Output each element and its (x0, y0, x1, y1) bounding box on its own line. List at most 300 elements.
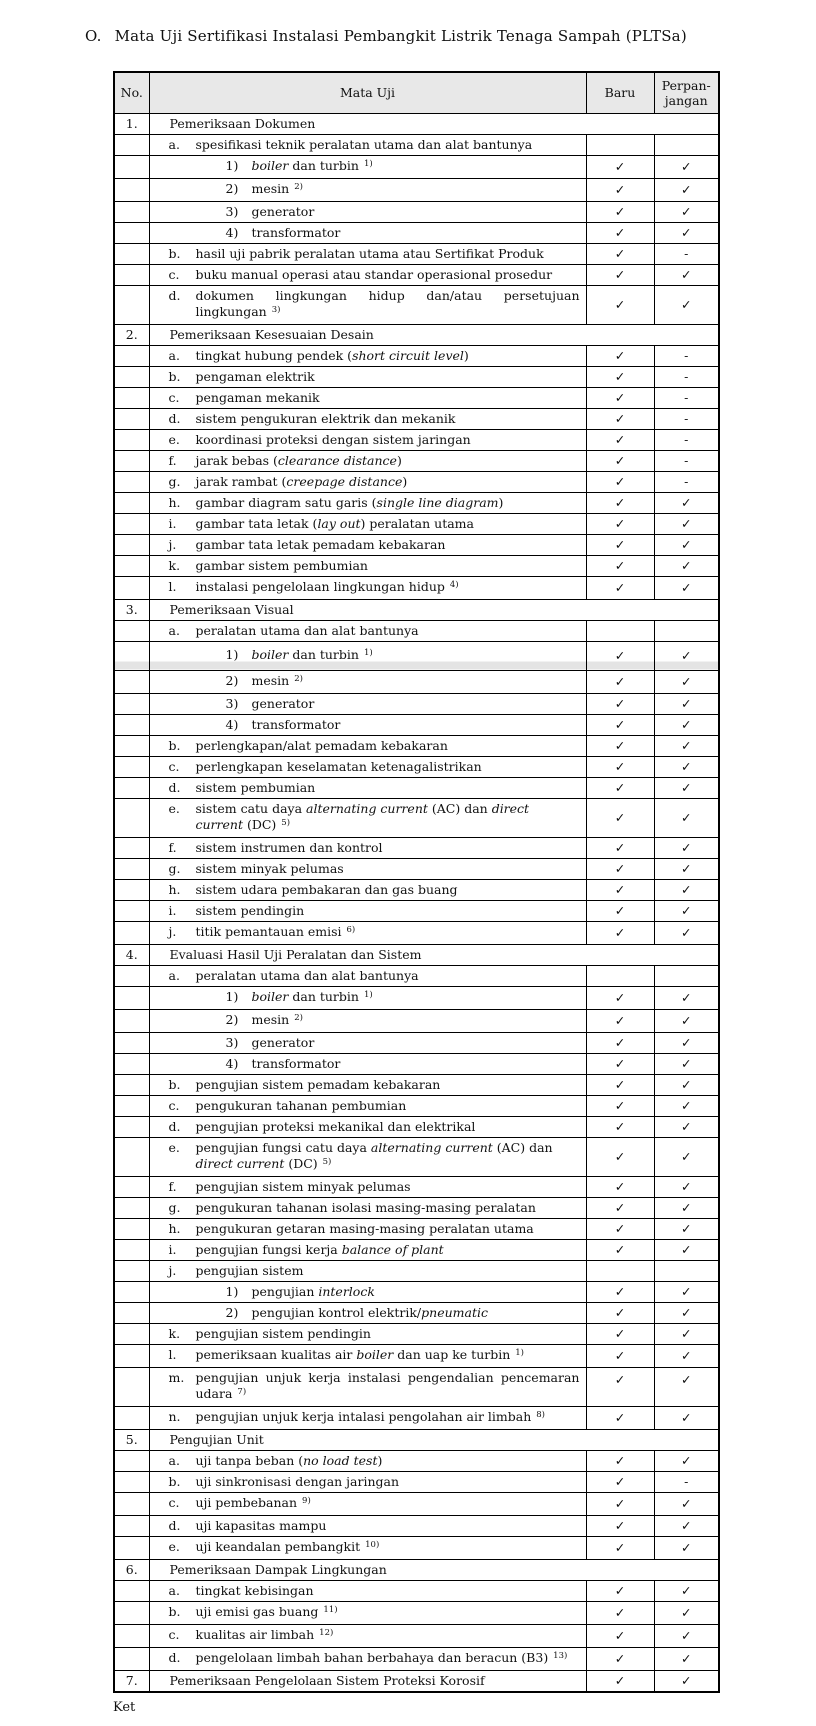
table-row (114, 714, 719, 735)
label-text-segment: pengujian unjuk kerja intalasi pengolahan air limbah (195, 1408, 536, 1424)
perpanjangan-check-cell (654, 222, 719, 243)
mata-uji-cell (149, 178, 586, 201)
item-marker: h. (168, 881, 181, 897)
perpanjangan-check-cell (654, 555, 719, 576)
row-number-cell (114, 264, 149, 285)
table-row (114, 155, 719, 178)
item-text (196, 1539, 580, 1557)
item-label (150, 778, 586, 798)
item-label (150, 535, 586, 555)
baru-check-cell (586, 1367, 654, 1406)
check-icon: ✓ (614, 390, 626, 405)
item-label (150, 1407, 586, 1429)
footnote-superscript: 1) (363, 989, 373, 1000)
item-text (252, 696, 580, 712)
item-marker: a. (168, 622, 180, 638)
baru-check-cell (586, 1239, 654, 1260)
label-text-segment: perlengkapan keselamatan ketenagalistrikan (195, 758, 482, 774)
mata-uji-cell (149, 1471, 586, 1492)
row-number-cell (114, 1624, 149, 1647)
perpanjangan-check-cell (654, 1670, 719, 1692)
check-icon: ✓ (614, 1583, 626, 1598)
item-text (196, 924, 580, 942)
table-row (114, 965, 719, 986)
mata-uji-cell (149, 921, 586, 944)
check-icon: ✓ (681, 780, 692, 795)
check-icon: ✓ (681, 297, 692, 312)
table-row (114, 756, 719, 777)
perpanjangan-check-cell (654, 1302, 719, 1323)
check-icon: ✓ (614, 1221, 626, 1236)
footnote-superscript: 9) (302, 1495, 311, 1506)
item-marker: e. (168, 431, 180, 447)
check-icon: ✓ (614, 990, 626, 1005)
check-icon: ✓ (681, 1221, 692, 1236)
item-marker: a. (168, 1452, 180, 1468)
item-marker: m. (168, 1369, 185, 1385)
table-row (114, 492, 719, 513)
check-icon: ✓ (614, 1348, 626, 1363)
check-icon: ✓ (614, 717, 626, 732)
item-text (196, 1583, 580, 1599)
check-icon: ✓ (614, 1179, 626, 1194)
item-text (196, 1098, 580, 1114)
item-marker: n. (168, 1408, 181, 1424)
row-number-cell (114, 1053, 149, 1074)
mata-uji-cell (149, 1053, 586, 1074)
row-number-cell (114, 1116, 149, 1137)
row-number-cell (114, 1137, 149, 1176)
baru-check-cell (586, 1406, 654, 1429)
table-row (114, 1580, 719, 1601)
perpanjangan-check-cell (654, 1009, 719, 1032)
check-icon: ✓ (681, 1371, 692, 1387)
mata-uji-cell (149, 1302, 586, 1323)
label-text-segment: sistem pendingin (195, 902, 305, 918)
item-marker: k. (168, 1325, 181, 1341)
check-icon: ✓ (681, 1119, 692, 1134)
check-icon: ✓ (681, 182, 692, 197)
check-icon: ✓ (681, 1518, 692, 1533)
row-number-cell (114, 1536, 149, 1559)
perpanjangan-check-cell (654, 714, 719, 735)
dash-icon: - (684, 453, 689, 468)
row-number-cell (114, 798, 149, 837)
item-text (196, 579, 580, 597)
perpanjangan-check-cell (654, 408, 719, 429)
perpanjangan-check-cell (654, 178, 719, 201)
perpanjangan-check-cell (654, 641, 719, 670)
title-text: Mata Uji Sertifikasi Instalasi Pembangkit Listrik Tenaga Sampah (PLTSa) (114, 27, 687, 45)
perpanjangan-check-cell (654, 534, 719, 555)
row-number-cell (114, 201, 149, 222)
table-row (114, 1624, 719, 1647)
row-number-cell (114, 735, 149, 756)
footnote-superscript: 6) (346, 924, 356, 935)
item-label (150, 493, 586, 513)
row-number-cell (114, 670, 149, 693)
mata-uji-cell: Pemeriksaan Pengelolaan Sistem Proteksi Korosif (149, 1670, 586, 1692)
label-text-segment: pneumatic (421, 1304, 488, 1320)
label-text-segment: pengujian unjuk kerja instalasi pengendalian pencemaran udara (195, 1369, 580, 1401)
row-number-cell (114, 1032, 149, 1053)
item-marker: 1) (225, 988, 239, 1004)
item-marker: d. (168, 410, 181, 426)
perpanjangan-check-cell (654, 243, 719, 264)
item-marker: c. (168, 389, 180, 405)
section-title-cell: Evaluasi Hasil Uji Peralatan dan Sistem (149, 944, 719, 965)
check-icon: ✓ (681, 810, 692, 825)
footnote-superscript: 2) (294, 181, 303, 192)
label-text-segment: uji tanpa beban ( (195, 1452, 304, 1468)
baru-check-cell (586, 1601, 654, 1624)
row-number-cell (114, 555, 149, 576)
table-row (114, 670, 719, 693)
table-row (114, 222, 719, 243)
baru-check-cell (586, 178, 654, 201)
item-marker: a. (168, 967, 180, 983)
check-icon: ✓ (614, 1056, 626, 1071)
table-row (114, 1323, 719, 1344)
check-icon: ✓ (681, 1077, 692, 1092)
baru-check-cell (586, 450, 654, 471)
baru-check-cell (586, 620, 654, 641)
footnote-superscript: 2) (294, 1012, 303, 1023)
check-icon: ✓ (681, 225, 692, 240)
perpanjangan-check-cell (654, 1197, 719, 1218)
row-number-cell (114, 222, 149, 243)
item-marker: 2) (225, 180, 239, 196)
item-text (252, 647, 580, 665)
check-icon: ✓ (614, 1410, 626, 1425)
label-text-segment: pengelolaan limbah bahan berbahaya dan beracun (B3) (195, 1649, 553, 1665)
item-text (252, 181, 580, 199)
item-marker: f. (168, 452, 177, 468)
check-icon: ✓ (614, 1284, 626, 1299)
item-marker: e. (168, 1139, 180, 1155)
table-row (114, 201, 719, 222)
mata-uji-cell (149, 264, 586, 285)
perpanjangan-check-cell (654, 837, 719, 858)
perpanjangan-check-cell (654, 1515, 719, 1536)
check-icon: ✓ (614, 738, 626, 753)
check-icon: ✓ (614, 780, 626, 795)
label-text-segment: direct current (195, 1155, 285, 1171)
perpanjangan-check-cell (654, 858, 719, 879)
item-text (196, 558, 580, 574)
item-label (150, 1368, 586, 1406)
item-text (196, 537, 580, 553)
row-number-cell (114, 777, 149, 798)
label-text-segment: dan turbin (288, 157, 363, 173)
label-text-segment: alternating current (370, 1139, 493, 1155)
item-text (196, 369, 580, 385)
perpanjangan-check-cell (654, 429, 719, 450)
row-number-cell (114, 965, 149, 986)
perpanjangan-check-cell (654, 1601, 719, 1624)
table-row (114, 1137, 719, 1176)
baru-check-cell (586, 1580, 654, 1601)
label-text-segment: instalasi pengelolaan lingkungan hidup (195, 578, 449, 594)
mata-uji-cell (149, 429, 586, 450)
table-row (114, 1302, 719, 1323)
item-marker: i. (168, 902, 177, 918)
row-number-cell (114, 1009, 149, 1032)
baru-check-cell (586, 264, 654, 285)
label-text-segment: tingkat kebisingan (195, 1582, 314, 1598)
item-label (150, 1451, 586, 1471)
perpanjangan-check-cell (654, 1367, 719, 1406)
baru-check-cell (586, 879, 654, 900)
label-text-segment: uji kapasitas mampu (195, 1517, 327, 1533)
item-label (150, 1096, 586, 1116)
item-marker: j. (168, 1262, 177, 1278)
perpanjangan-check-cell (654, 1095, 719, 1116)
row-number-cell (114, 1515, 149, 1536)
label-text-segment: pengujian sistem pendingin (195, 1325, 371, 1341)
perpanjangan-check-cell (654, 620, 719, 641)
dash-icon: - (684, 474, 689, 489)
item-label (150, 1602, 586, 1624)
check-icon: ✓ (681, 925, 692, 940)
item-label (150, 799, 586, 837)
label-text-segment: alternating current (306, 800, 428, 816)
baru-check-cell (586, 1009, 654, 1032)
label-text-segment: pengaman elektrik (195, 368, 315, 384)
baru-check-cell (586, 670, 654, 693)
item-text (196, 1453, 580, 1469)
table-row (114, 879, 719, 900)
mata-uji-cell (149, 243, 586, 264)
check-icon: ✓ (614, 1013, 626, 1028)
baru-check-cell (586, 471, 654, 492)
mata-uji-cell (149, 965, 586, 986)
label-text-segment: uji sinkronisasi dengan jaringan (195, 1473, 400, 1489)
row-number-cell (114, 285, 149, 324)
item-marker: 3) (225, 695, 239, 711)
item-label (150, 514, 586, 534)
label-text-segment: pengujian sistem pemadam kebakaran (195, 1076, 441, 1092)
baru-check-cell (586, 1515, 654, 1536)
item-marker: c. (168, 758, 180, 774)
baru-check-cell (586, 134, 654, 155)
perpanjangan-check-cell (654, 693, 719, 714)
item-text (196, 137, 580, 153)
check-icon: ✓ (681, 1628, 692, 1643)
item-marker: l. (168, 578, 177, 594)
mata-uji-cell (149, 1601, 586, 1624)
section-title-cell: Pengujian Unit (149, 1429, 719, 1450)
check-icon: ✓ (614, 159, 626, 174)
check-icon: ✓ (614, 411, 626, 426)
label-text-segment: pengujian (251, 1283, 319, 1299)
mata-uji-cell (149, 155, 586, 178)
check-icon: ✓ (681, 1098, 692, 1113)
table-row (114, 858, 719, 879)
mata-uji-cell (149, 1367, 586, 1406)
item-text (252, 989, 580, 1007)
baru-check-cell (586, 1323, 654, 1344)
perpanjangan-check-cell (654, 1492, 719, 1515)
check-icon: ✓ (681, 861, 692, 876)
item-label (150, 621, 586, 641)
footnote-superscript: 2) (294, 673, 303, 684)
table-row (114, 1450, 719, 1471)
item-marker: d. (168, 287, 181, 303)
baru-check-cell (586, 387, 654, 408)
label-text-segment: sistem instrumen dan kontrol (195, 839, 383, 855)
baru-check-cell (586, 555, 654, 576)
row-number-cell (114, 858, 149, 879)
section-row (114, 944, 719, 965)
perpanjangan-check-cell (654, 756, 719, 777)
check-icon: ✓ (614, 225, 626, 240)
row-number-cell (114, 492, 149, 513)
row-number-cell (114, 1095, 149, 1116)
item-marker: i. (168, 1241, 177, 1257)
label-text-segment: clearance distance (277, 452, 397, 468)
label-text-segment: pengujian sistem minyak pelumas (195, 1178, 411, 1194)
baru-check-cell (586, 735, 654, 756)
item-label (150, 1581, 586, 1601)
perpanjangan-check-cell (654, 1239, 719, 1260)
item-label (150, 1219, 586, 1239)
label-text-segment: lay out (317, 515, 361, 531)
check-icon: ✓ (614, 1242, 626, 1257)
mata-uji-cell (149, 641, 586, 670)
check-icon: ✓ (681, 1348, 692, 1363)
item-marker: c. (168, 1626, 180, 1642)
label-text-segment: transformator (251, 224, 341, 240)
row-number-cell (114, 1344, 149, 1367)
item-label (150, 736, 586, 756)
label-text-segment: transformator (251, 1055, 341, 1071)
label-text-segment: no load test (303, 1452, 378, 1468)
item-label (150, 556, 586, 576)
row-number-cell (114, 879, 149, 900)
mata-uji-cell (149, 1074, 586, 1095)
baru-check-cell (586, 576, 654, 599)
item-text (252, 225, 580, 241)
check-icon: ✓ (681, 537, 692, 552)
item-text (196, 840, 580, 856)
label-text-segment: ) (463, 347, 469, 363)
label-text-segment: direct current (195, 800, 530, 832)
item-text (196, 882, 580, 898)
perpanjangan-check-cell (654, 1647, 719, 1670)
item-label (150, 244, 586, 264)
baru-check-cell (586, 1302, 654, 1323)
item-label (150, 694, 586, 714)
section-row (114, 1429, 719, 1450)
header-mata-uji: Mata Uji (149, 72, 586, 113)
check-icon: ✓ (614, 432, 626, 447)
row-number-cell (114, 921, 149, 944)
perpanjangan-check-cell (654, 1218, 719, 1239)
table-row (114, 366, 719, 387)
item-marker: d. (168, 779, 181, 795)
label-text-segment: dan turbin (288, 646, 363, 662)
perpanjangan-check-cell (654, 345, 719, 366)
label-text-segment: pengukuran tahanan pembumian (195, 1097, 407, 1113)
label-text-segment: generator (251, 203, 315, 219)
item-marker: 1) (225, 1283, 239, 1299)
item-marker: 4) (225, 1055, 239, 1071)
check-icon: ✓ (614, 246, 626, 261)
check-icon: ✓ (681, 204, 692, 219)
item-text (196, 738, 580, 754)
check-icon: ✓ (681, 580, 692, 595)
row-number-cell (114, 1281, 149, 1302)
item-label (150, 859, 586, 879)
footnote-superscript: 1) (363, 647, 373, 658)
mata-uji-cell (149, 1137, 586, 1176)
table-row (114, 1197, 719, 1218)
item-label (150, 1010, 586, 1032)
perpanjangan-check-cell (654, 1536, 719, 1559)
row-number-cell (114, 1197, 149, 1218)
mata-uji-cell (149, 576, 586, 599)
baru-check-cell (586, 1450, 654, 1471)
item-label (150, 880, 586, 900)
table-row (114, 345, 719, 366)
label-text-segment: dokumen lingkungan hidup dan/atau persetujuan lingkungan (195, 287, 580, 319)
label-text-segment: perlengkapan/alat pemadam kebakaran (195, 737, 448, 753)
footnote-superscript: 5) (322, 1156, 332, 1167)
row-number-cell (114, 450, 149, 471)
row-number-cell (114, 837, 149, 858)
item-label (150, 922, 586, 944)
row-number-cell (114, 1260, 149, 1281)
dash-icon: - (684, 411, 689, 426)
label-text-segment: sistem pengukuran elektrik dan mekanik (195, 410, 456, 426)
footnote-superscript: 5) (281, 817, 291, 828)
baru-check-cell (586, 1471, 654, 1492)
item-marker: b. (168, 245, 181, 261)
item-marker: f. (168, 839, 177, 855)
baru-check-cell (586, 201, 654, 222)
item-label (150, 286, 586, 324)
check-icon: ✓ (681, 903, 692, 918)
header-perpanjangan: Perpan-jangan (654, 72, 719, 113)
label-text-segment: sistem catu daya (195, 800, 307, 816)
label-text-segment: (DC) (242, 816, 281, 832)
item-marker: b. (168, 368, 181, 384)
item-text (196, 390, 580, 406)
item-text (252, 717, 580, 733)
label-text-segment: uji keandalan pembangkit (195, 1538, 365, 1554)
baru-check-cell (586, 1074, 654, 1095)
mata-uji-cell (149, 534, 586, 555)
table-row (114, 837, 719, 858)
check-icon: ✓ (681, 1013, 692, 1028)
label-text-segment: generator (251, 1034, 315, 1050)
section-title-cell: Pemeriksaan Visual (149, 599, 719, 620)
mata-uji-cell (149, 387, 586, 408)
baru-check-cell (586, 345, 654, 366)
baru-check-cell (586, 534, 654, 555)
check-icon: ✓ (681, 696, 692, 711)
item-label (150, 472, 586, 492)
item-label (150, 1198, 586, 1218)
section-row (114, 113, 719, 134)
check-icon: ✓ (681, 1326, 692, 1341)
perpanjangan-check-cell (654, 387, 719, 408)
row-number-cell: 7. (114, 1670, 149, 1692)
row-number-cell (114, 620, 149, 641)
row-number-cell (114, 429, 149, 450)
label-text-segment: dan uap ke turbin (393, 1346, 515, 1362)
